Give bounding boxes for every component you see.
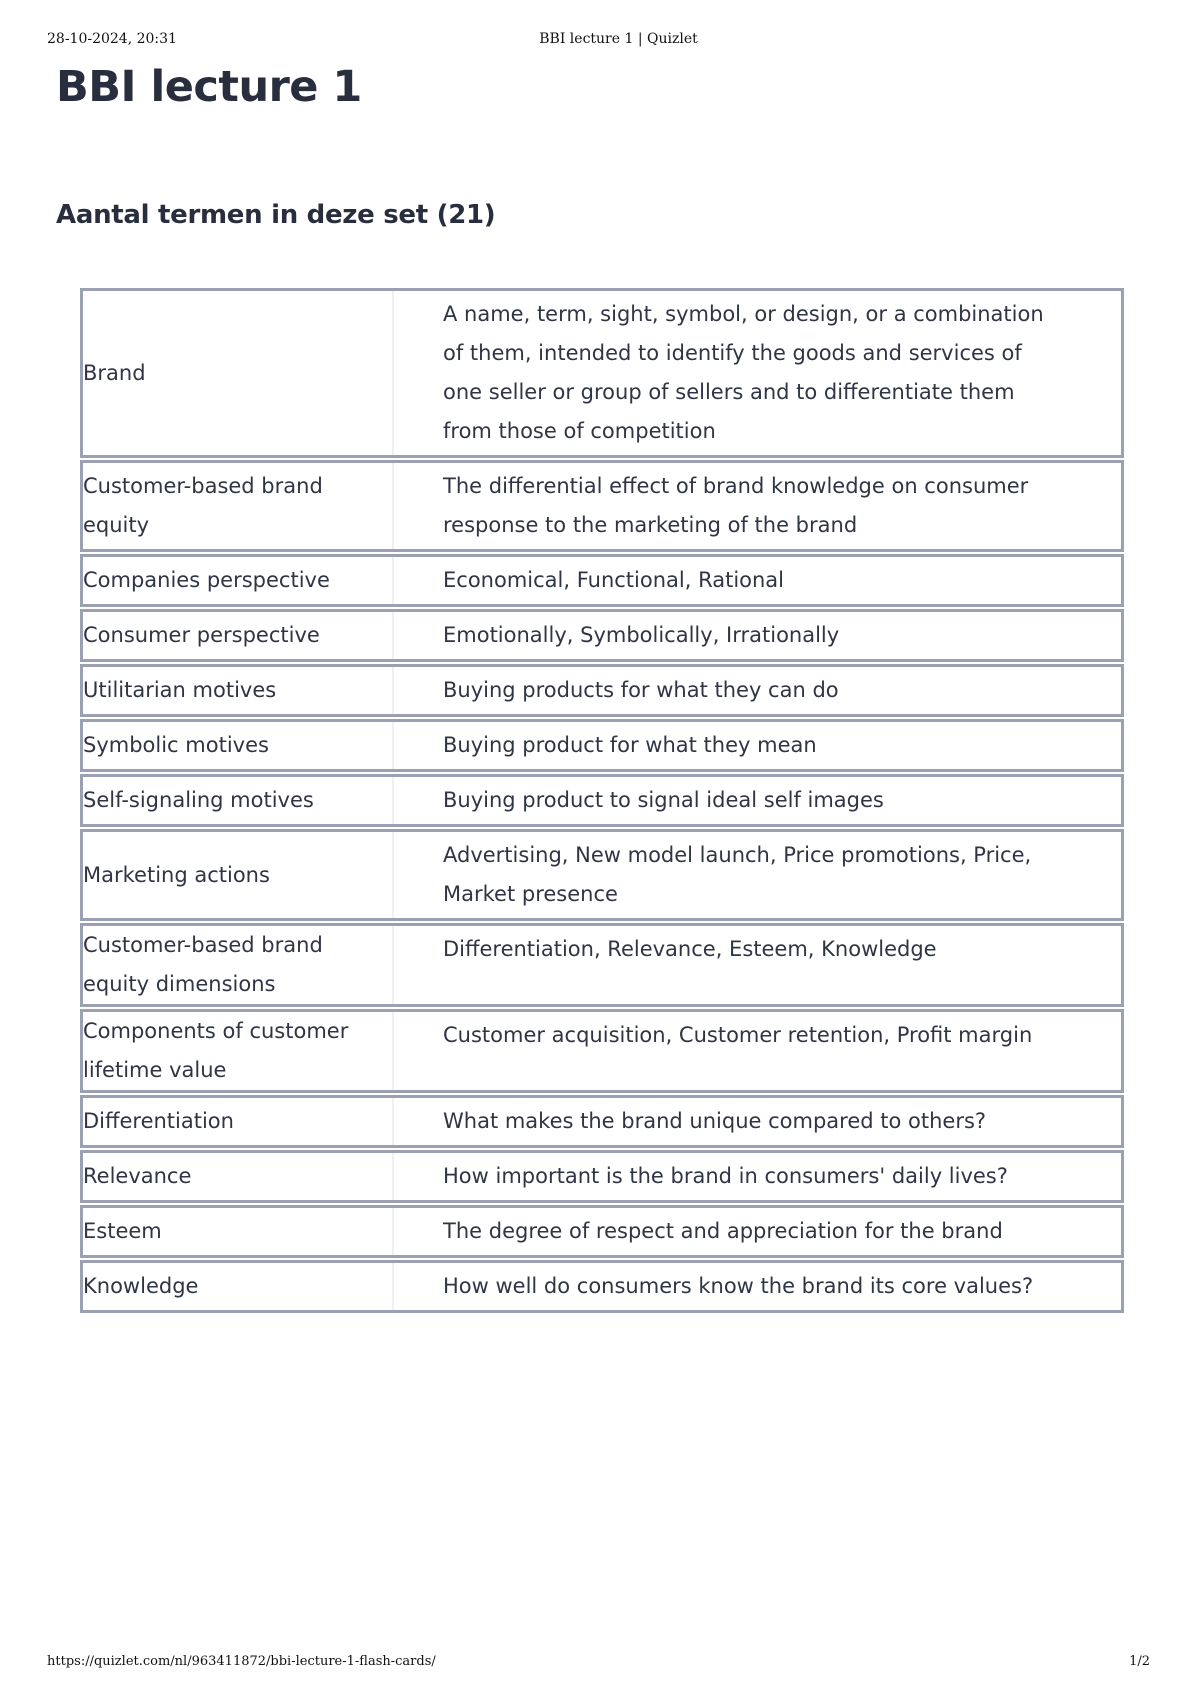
term-card [80, 923, 1124, 1007]
card-definition: A name, term, sight, symbol, or design, or a combination of them, intended to identify the goods and services of one seller or group of sellers and to differentiate them from those of competition [443, 302, 1044, 443]
card-definition: Buying products for what they can do [443, 678, 839, 702]
print-header [47, 31, 1150, 51]
card-definition: What makes the brand unique compared to others? [443, 1109, 987, 1133]
card-term: Self-signaling motives [83, 777, 394, 824]
set-title: BBI lecture 1 [56, 62, 362, 112]
term-card [80, 719, 1124, 772]
terms-count-heading: Aantal termen in deze set (21) [56, 200, 496, 230]
term-card [80, 1205, 1124, 1258]
card-term: Utilitarian motives [83, 667, 394, 714]
card-term: Customer-based brand equity dimensions [83, 926, 394, 1004]
card-definition: Customer acquisition, Customer retention, Profit margin [443, 1023, 1033, 1047]
card-definition: The degree of respect and appreciation for the brand [443, 1219, 1003, 1243]
card-definition: How important is the brand in consumers' daily lives? [443, 1164, 1008, 1188]
card-definition: Buying product to signal ideal self images [443, 788, 884, 812]
card-term: Components of customer lifetime value [83, 1012, 394, 1090]
term-card [80, 1260, 1124, 1313]
card-term: Differentiation [83, 1098, 394, 1145]
term-card [80, 1009, 1124, 1093]
card-term: Relevance [83, 1153, 394, 1200]
card-term: Esteem [83, 1208, 394, 1255]
card-definition: Economical, Functional, Rational [443, 568, 785, 592]
print-datetime: 28-10-2024, 20:31 [47, 31, 177, 47]
print-footer [47, 1654, 1150, 1674]
card-term: Brand [83, 291, 394, 455]
terms-list [80, 288, 1124, 1315]
card-term: Knowledge [83, 1263, 394, 1310]
print-url: https://quizlet.com/nl/963411872/bbi-lecture-1-flash-cards/ [47, 1654, 436, 1669]
card-term: Customer-based brand equity [83, 463, 394, 549]
term-card [80, 609, 1124, 662]
card-definition: How well do consumers know the brand its core values? [443, 1274, 1034, 1298]
print-page-number: 1/2 [1129, 1654, 1150, 1669]
term-card [80, 1150, 1124, 1203]
term-card [80, 664, 1124, 717]
card-term: Symbolic motives [83, 722, 394, 769]
term-card [80, 829, 1124, 921]
card-definition: Buying product for what they mean [443, 733, 817, 757]
card-definition: The differential effect of brand knowledge on consumer response to the marketing of the brand [443, 474, 1029, 537]
card-term: Marketing actions [83, 832, 394, 918]
term-card [80, 1095, 1124, 1148]
term-card [80, 288, 1124, 458]
card-definition: Differentiation, Relevance, Esteem, Knowledge [443, 937, 937, 961]
term-card [80, 554, 1124, 607]
card-definition: Emotionally, Symbolically, Irrationally [443, 623, 840, 647]
card-definition: Advertising, New model launch, Price promotions, Price, Market presence [443, 843, 1032, 906]
term-card [80, 774, 1124, 827]
print-page-title: BBI lecture 1 | Quizlet [539, 31, 698, 47]
card-term: Companies perspective [83, 557, 394, 604]
card-term: Consumer perspective [83, 612, 394, 659]
term-card [80, 460, 1124, 552]
